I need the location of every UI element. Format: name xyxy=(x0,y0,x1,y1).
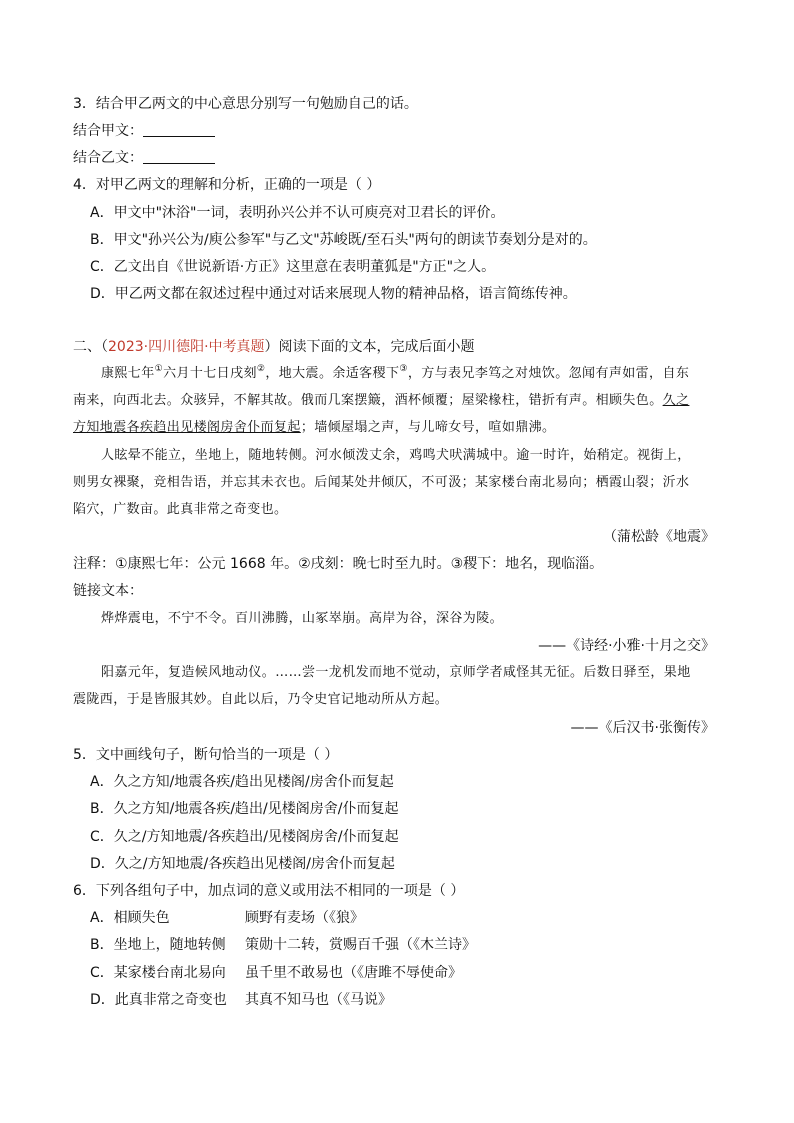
question-6: 6．下列各组句子中，加点词的意义或用法不相同的一项是（ ） xyxy=(73,883,465,899)
q6-option-b: B．坐地上，随地转侧 策勋十二转，赏赐百千强（《木兰诗》 xyxy=(90,937,476,953)
section-2-heading: 二、（2023·四川德阳·中考真题）阅读下面的文本，完成后面小题 xyxy=(73,339,475,355)
underlined-sentence: 方知地震各疾趋出见楼阁房舍仆而复起 xyxy=(73,420,301,435)
answer-blank-a[interactable] xyxy=(143,122,215,137)
answer-line-b: 结合乙文： xyxy=(73,148,215,168)
passage-p2-line3: 陷穴，广数亩。此真非常之奇变也。 xyxy=(73,502,288,517)
q5-option-c: C．久之/方知地震/各疾趋出/见楼阁房舍/仆而复起 xyxy=(90,829,399,845)
passage-p2-line1: 人眩晕不能立，坐地上，随地转侧。河水倾泼丈余，鸡鸣犬吠满城中。逾一时许，始稍定。视街上， xyxy=(101,448,691,463)
question-5: 5．文中画线句子，断句恰当的一项是（ ） xyxy=(73,747,339,763)
exam-source: 2023·四川德阳·中考真题 xyxy=(108,339,265,355)
link-text-1-source: ——《诗经·小雅·十月之交》 xyxy=(538,638,715,654)
q4-option-d: D．甲乙两文都在叙述过程中通过对话来展现人物的精神品格，语言简练传神。 xyxy=(90,286,577,302)
q5-option-d: D．久之/方知地震/各疾趋出见楼阁/房舍仆而复起 xyxy=(90,856,395,872)
passage-p2-line2: 则男女裸聚，竞相告语，并忘其未衣也。后闻某处井倾仄，不可汲；某家楼台南北易向；栖霞山裂；沂水 xyxy=(73,475,690,490)
q4-option-c: C．乙文出自《世说新语·方正》这里意在表明董狐是"方正"之人。 xyxy=(90,259,496,275)
passage-p1-line3: 方知地震各疾趋出见楼阁房舍仆而复起；墙倾屋塌之声，与儿啼女号，喧如鼎沸。 xyxy=(73,420,556,435)
answer-blank-b[interactable] xyxy=(143,149,215,164)
link-text-2-line2: 震陇西，于是皆服其妙。自此以后，乃令史官记地动所从方起。 xyxy=(73,692,449,707)
q6-option-a: A．相顾失色 顾野有麦场（《狼》 xyxy=(90,910,364,926)
link-text-2-line1: 阳嘉元年，复造候风地动仪。……尝一龙机发而地不觉动，京师学者咸怪其无征。后数日驿至，果地 xyxy=(101,665,691,680)
underlined-sentence: 久之 xyxy=(662,393,690,408)
passage-p1-line2: 南来，向西北去。众骇异，不解其故。俄而几案摆簸，酒杯倾覆；屋梁椽柱，错折有声。相顾失色。久之 xyxy=(73,393,690,408)
q6-option-c: C．某家楼台南北易向 虽千里不敢易也（《唐雎不辱使命》 xyxy=(90,965,462,981)
question-4: 4．对甲乙两文的理解和分析，正确的一项是（ ） xyxy=(73,177,381,193)
q5-option-b: B．久之方知/地震各疾/趋出/见楼阁房舍/仆而复起 xyxy=(90,801,399,817)
passage-p1-line1: 康熙七年①六月十七日戌刻②，地大震。余适客稷下③，方与表兄李笃之对烛饮。忽闻有声如雷，自东 xyxy=(101,364,690,381)
q4-option-b: B．甲文"孙兴公为/庾公参军"与乙文"苏峻既/至石头"两句的朗读节奏划分是对的。 xyxy=(90,232,597,248)
notes: 注释：①康熙七年：公元 1668 年。②戌刻：晚七时至九时。③稷下：地名，现临淄。 xyxy=(73,556,604,572)
link-label: 链接文本： xyxy=(73,583,143,599)
answer-line-a: 结合甲文： xyxy=(73,121,215,141)
q4-option-a: A．甲文中"沐浴"一词，表明孙兴公并不认可庾亮对卫君长的评价。 xyxy=(90,205,505,221)
q5-option-a: A．久之方知/地震各疾/趋出见楼阁/房舍仆而复起 xyxy=(90,774,394,790)
link-text-1: 烨烨震电，不宁不令。百川沸腾，山冢崒崩。高岸为谷，深谷为陵。 xyxy=(101,611,504,626)
passage-attribution: （蒲松龄《地震》 xyxy=(603,529,715,545)
question-3: 3．结合甲乙两文的中心意思分别写一句勉励自己的话。 xyxy=(73,96,418,112)
q6-option-d: D．此真非常之奇变也 其真不知马也（《马说》 xyxy=(90,992,392,1008)
link-text-2-source: ——《后汉书·张衡传》 xyxy=(570,720,715,736)
